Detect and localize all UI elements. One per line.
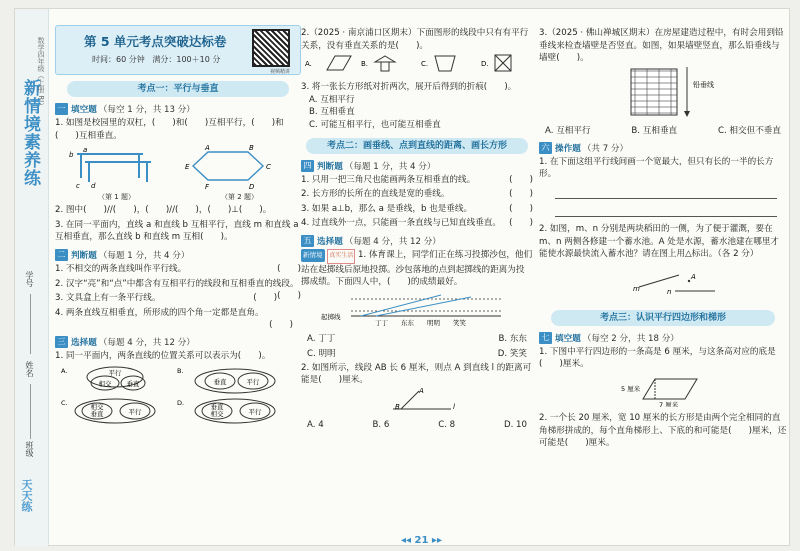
svg-text:C.: C. [421, 60, 429, 69]
svg-text:C: C [266, 163, 271, 172]
section-operation [539, 142, 787, 154]
section-note: （每题 4 分，共 12 分） [98, 338, 195, 349]
fig2-caption: （第 2 题） [221, 193, 258, 202]
answer-bracket: ( ) [269, 320, 293, 331]
section-judge-1 [55, 249, 301, 261]
segment-figure [301, 387, 531, 413]
svg-text:起掷线: 起掷线 [321, 312, 341, 321]
choice-2-1-options: A. 丁丁 B. 东东 [307, 333, 527, 344]
svg-text:B: B [249, 144, 254, 153]
judge-2: 2. 汉字“亮”和“点”中都含有互相平行的线段和互相垂直的线段。 ( ) [55, 278, 301, 302]
judge-2-4: 4. 过直线外一点，只能画一条直线与已知直线垂直。 ( ) [301, 218, 533, 229]
svg-text:相交: 相交 [90, 402, 104, 411]
section-name: 操作题 [555, 143, 581, 154]
svg-text:5 厘米: 5 厘米 [621, 384, 641, 393]
section-judge-2 [301, 160, 533, 172]
section-name: 选择题 [71, 338, 97, 349]
name-label: 姓名 [25, 361, 34, 377]
student-number-line [30, 294, 31, 354]
label-b: b [69, 151, 74, 160]
svg-text:D.: D. [481, 60, 489, 69]
svg-text:明明: 明明 [427, 318, 440, 327]
section-note: （每题 1 分，共 4 分） [98, 250, 190, 261]
svg-text:l: l [453, 402, 455, 411]
brick-wall-figure [539, 65, 779, 119]
svg-text:D.: D. [177, 398, 185, 407]
rice-field-figure [539, 261, 779, 301]
label-c: c [76, 182, 80, 191]
section-choice-2 [301, 235, 533, 247]
new-context-tag: 新情境 [301, 249, 325, 262]
label-d: d [91, 182, 96, 191]
choice-2-1: 新情境 真实生活 1. 体育课上，同学们正在练习投掷沙包，他们站在起掷线后原地投掷。沙包落地的点到起掷线的距离为投掷成绩。下面四人中，( )的成绩最好。 [301, 249, 533, 288]
label-a: a [83, 146, 88, 155]
hexagon-figure [185, 144, 271, 191]
svg-text:垂直: 垂直 [213, 377, 227, 386]
section-number: 四 [301, 160, 314, 172]
svg-text:B.: B. [177, 366, 184, 375]
svg-text:丁丁: 丁丁 [375, 318, 388, 327]
judge-4: 4. 两条直线互相垂直，所形成的四个角一定都是直角。 [55, 307, 264, 318]
svg-text:平行: 平行 [128, 407, 142, 416]
parallel-line-1 [555, 181, 777, 199]
section-name: 判断题 [71, 250, 97, 261]
question-1-3: 3. 在同一平面内，直线 a 和直线 b 互相平行，直线 m 和直线 a 互相垂直，那么直线 b 和直线 m 互相( )。 [55, 219, 299, 243]
section-note: （每空 1 分，共 13 分） [98, 105, 195, 115]
page-title: 第 5 单元考点突破达标卷 [84, 34, 227, 49]
section-note: （每空 2 分，共 18 分） [582, 333, 679, 344]
section-note: （每题 4 分，共 12 分） [344, 236, 441, 247]
option: C. 可能互相平行，也可能互相垂直 [309, 119, 441, 130]
svg-text:垂直: 垂直 [126, 379, 140, 388]
svg-text:F: F [205, 183, 210, 192]
svg-text:E: E [185, 163, 190, 172]
student-number-label: 学号 [25, 271, 34, 287]
answer-bracket: ( ) [253, 293, 278, 304]
operation-1: 1. 在下面这组平行线间画一个宽最大，但只有长的一半的长方形。 [539, 156, 774, 180]
question-1-1: 1. 如图是校园里的双杠，( )和( )互相平行，( )和( )互相垂直。 [55, 118, 284, 141]
plumb-line-label: 铅垂线 [693, 80, 714, 89]
question-1-2: 2. 图中( )//( )，( )//( )，( )⊥( )。 [55, 205, 272, 216]
worksheet-page [14, 8, 790, 546]
svg-text:A.: A. [305, 60, 312, 69]
choice-1-1: 1. 同一平面内，两条直线的位置关系可以表示为( )。 [55, 351, 271, 362]
svg-text:m: m [633, 284, 640, 293]
answer-bracket: ( ) [277, 291, 301, 302]
judge-1: 1. 不相交的两条直线叫作平行线。 ( ) [55, 263, 301, 274]
time-limit: 时间：60 分钟 [92, 55, 145, 64]
section-name: 填空题 [71, 105, 97, 115]
svg-text:n: n [667, 287, 672, 296]
section-note: （共 7 分） [582, 143, 629, 154]
svg-text:垂直: 垂直 [210, 402, 224, 411]
fill-3-1: 1. 下图中平行四边形的一条高是 6 厘米，与这条高对应的底是( )厘米。 [539, 346, 776, 370]
section-number: 一 [55, 103, 68, 115]
brand-title: 新情境素养练 [20, 79, 40, 187]
column-3 [539, 25, 787, 450]
choice-1-3-options: A. 互相平行 B. 互相垂直 C. 相交但不垂直 [545, 125, 781, 136]
section-number: 三 [55, 336, 68, 348]
section-choice-1 [55, 336, 301, 348]
series-label: 数学四年级（上册 RJ） [37, 37, 45, 110]
section-name: 填空题 [555, 333, 581, 344]
section-number: 七 [539, 332, 552, 344]
operation-2: 2. 如图，m、n 分别是两块稻田的一侧，为了便于灌溉，要在 m、n 两侧各修建一个蓄水池。A 处是水源，蓄水池建在哪里才能使水源最快流入蓄水池？请在图上用△标出。（各 2 分） [539, 223, 780, 260]
shape-options [301, 52, 531, 76]
section-fill-3 [539, 332, 787, 344]
throwing-figure [301, 289, 531, 327]
svg-text:A: A [205, 144, 210, 153]
choice-2-1-options-2: C. 明明 D. 笑笑 [307, 348, 527, 359]
figure-captions [55, 192, 301, 202]
choice-2-2: 2. 如图所示，线段 AB 长 6 厘米，则点 A 到直线 l 的距离可能是( )厘米。 [301, 362, 532, 386]
svg-text:A: A [419, 386, 424, 395]
svg-text:7 厘米: 7 厘米 [659, 400, 679, 407]
qr-code-icon[interactable] [252, 29, 290, 67]
section-note: （每题 1 分，共 4 分） [344, 161, 436, 172]
class-label: 班级 [25, 441, 34, 457]
svg-text:平行: 平行 [108, 368, 122, 377]
judge-3: 3. 文具盒上有一条平行线。 ( ) [55, 293, 278, 304]
judge-2-1: 1. 只用一把三角尺也能画两条互相垂直的线。 ( ) [301, 174, 533, 185]
brand-stamp: 天天练 [20, 479, 33, 512]
name-line [30, 384, 31, 439]
section-fill-1 [55, 103, 301, 115]
svg-text:笑笑: 笑笑 [453, 318, 466, 327]
option: A. 互相平行 [309, 94, 355, 105]
svg-text:B: B [395, 402, 400, 411]
section-number: 五 [301, 235, 314, 247]
svg-text:相交: 相交 [98, 379, 112, 388]
title-box [55, 25, 301, 75]
svg-text:A: A [691, 272, 696, 281]
real-life-tag: 真实生活 [327, 249, 355, 264]
venn-options [55, 363, 295, 427]
choice-1-3-col3: 3.（2025 · 佛山禅城区期末）在房屋建造过程中，有时会用到铅垂线来检查墙壁是否竖直。如图，如果墙壁竖直，那么铅垂线与墙壁( )。 [539, 28, 784, 64]
topic-banner-2: 考点二：画垂线、点到直线的距离、画长方形 [306, 138, 529, 154]
choice-2-2-options: A. 4 B. 6 C. 8 D. 10 [307, 419, 527, 430]
svg-text:平行: 平行 [248, 407, 262, 416]
judge-2-3: 3. 如果 a⊥b，那么 a 是垂线，b 也是垂线。 ( ) [301, 203, 533, 214]
svg-text:B.: B. [361, 60, 369, 69]
svg-text:相交: 相交 [210, 409, 224, 418]
parallel-bars-figure [69, 146, 151, 190]
parallel-line-2 [555, 199, 777, 217]
section-number: 六 [539, 142, 552, 154]
svg-text:平行: 平行 [246, 377, 260, 386]
option: B. 互相垂直 [309, 107, 355, 118]
judge-2-2: 2. 长方形的长所在的直线是宽的垂线。 ( ) [301, 189, 533, 200]
answer-bracket: ( ) [277, 263, 301, 274]
page-number: ◂◂ 21 ▸▸ [401, 535, 442, 546]
choice-1-3: 3. 将一张长方形纸对折两次，展开后得到的折痕( )。 [301, 82, 517, 93]
svg-text:垂直: 垂直 [90, 409, 104, 418]
column-2 [301, 25, 533, 431]
section-name: 判断题 [317, 161, 343, 172]
fig1-caption: （第 1 题） [98, 193, 135, 202]
full-score: 满分：100＋10 分 [152, 55, 221, 64]
fill-3-2: 2. 一个长 20 厘米，宽 10 厘米的长方形是由两个完全相同的直角梯形拼成的，每个直角梯形上、下底的和可能是( )厘米，还可能是( )厘米。 [539, 412, 787, 449]
section-name: 选择题 [317, 236, 343, 247]
parallelogram-figure [539, 371, 779, 407]
svg-text:A.: A. [61, 366, 68, 375]
svg-text:C.: C. [61, 398, 68, 407]
svg-text:D: D [249, 183, 255, 192]
column-1 [55, 25, 301, 430]
qr-caption: 视频精讲 [269, 69, 290, 75]
topic-banner-3: 考点三：认识平行四边形和梯形 [551, 310, 774, 326]
spine [15, 9, 49, 547]
topic-banner-1: 考点一：平行与垂直 [67, 81, 288, 97]
section-number: 二 [55, 249, 68, 261]
svg-text:东东: 东东 [401, 318, 414, 327]
exam-meta [92, 54, 220, 65]
figures-q1-q2 [63, 144, 293, 192]
choice-1-2: 2.（2025 · 南京浦口区期末）下面图形的线段中只有有平行关系，没有垂直关系的是( )。 [301, 28, 529, 51]
